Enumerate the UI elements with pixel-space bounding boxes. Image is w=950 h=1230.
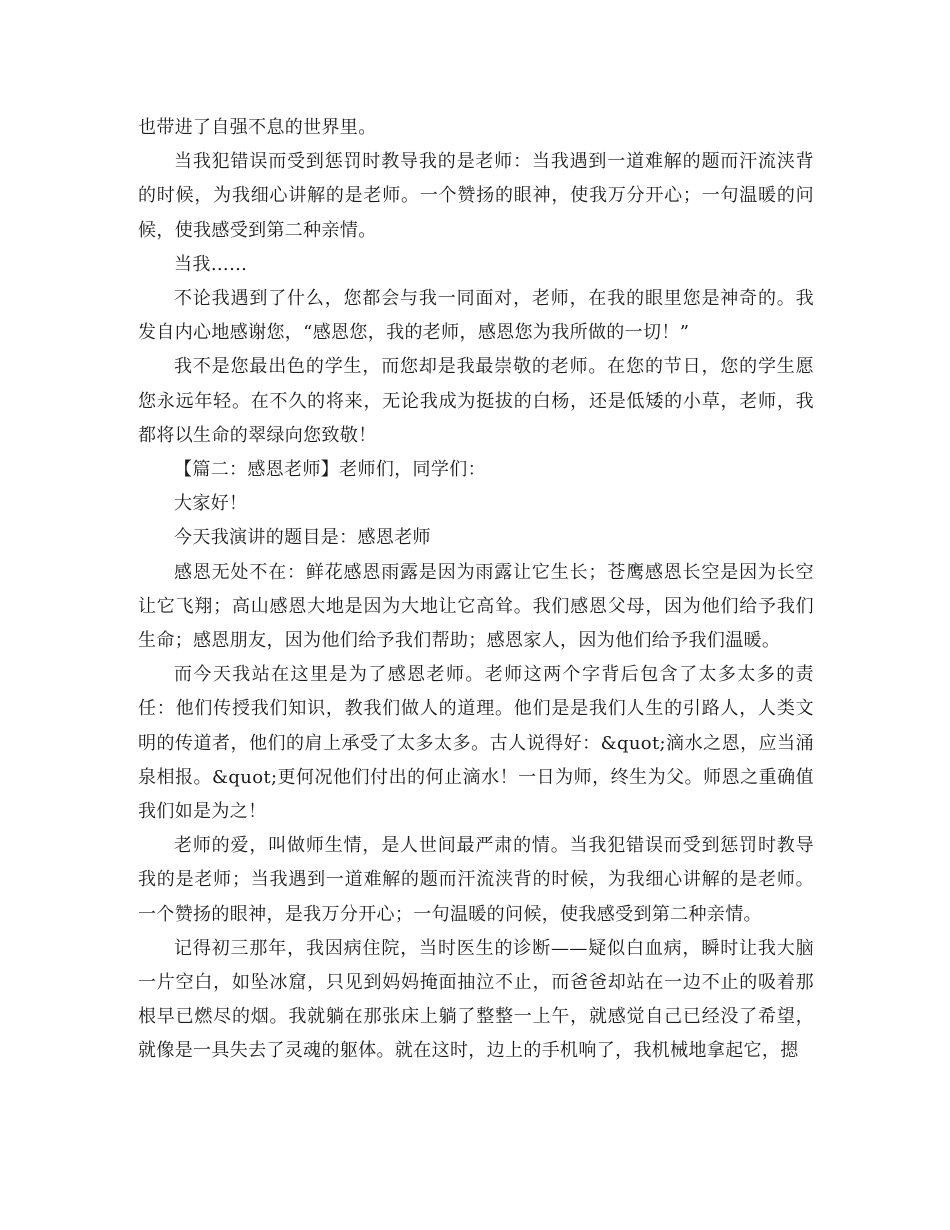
- paragraph: 老师的爱，叫做师生情，是人世间最严肃的情。当我犯错误而受到惩罚时教导我的是老师；当我遇到一道难解的题而汗流浃背的时候，为我细心讲解的是老师。一个赞扬的眼神，是我万分开心；一句温暖的问候，使我感受到第二种亲情。: [138, 835, 814, 925]
- paragraph: 我不是您最出色的学生，而您却是我最崇敬的老师。在您的节日，您的学生愿您永远年轻。在不久的将来，无论我成为挺拔的白杨，还是低矮的小草，老师，我都将以生命的翠绿向您致敬！: [138, 356, 814, 446]
- paragraph: 今天我演讲的题目是：感恩老师: [174, 527, 431, 549]
- section-heading: 【篇二：感恩老师】老师们，同学们：: [174, 459, 486, 481]
- paragraph: 当我犯错误而受到惩罚时教导我的是老师：当我遇到一道难解的题而汗流浃背的时候，为我细心讲解的是老师。一个赞扬的眼神，使我万分开心；一句温暖的问候，使我感受到第二种亲情。: [138, 151, 814, 241]
- paragraph: 记得初三那年，我因病住院，当时医生的诊断——疑似白血病，瞬时让我大脑一片空白，如坠冰窟，只见到妈妈掩面抽泣不止，而爸爸却站在一边不止的吸着那根早已燃尽的烟。我就躺在那张床上躺了整整一上午，就感觉自己已经没了希望，就像是一具失去了灵魂的躯体。就在这时，边上的手机响了，我机械地拿起它，摁: [138, 937, 814, 1062]
- paragraph: 大家好！: [174, 493, 248, 515]
- paragraph: 感恩无处不在：鲜花感恩雨露是因为雨露让它生长；苍鹰感恩长空是因为长空让它飞翔；高山感恩大地是因为大地让它高耸。我们感恩父母，因为他们给予我们生命；感恩朋友，因为他们给予我们帮助；感恩家人，因为他们给予我们温暖。: [138, 561, 814, 652]
- paragraph-continuation: 也带进了自强不息的世界里。: [138, 117, 377, 138]
- paragraph: 不论我遇到了什么，您都会与我一同面对，老师，在我的眼里您是神奇的。我发自内心地感谢您，“感恩您，我的老师，感恩您为我所做的一切！”: [138, 288, 814, 344]
- document-body: [138, 111, 814, 1069]
- paragraph: 当我……: [174, 253, 248, 275]
- paragraph: 而今天我站在这里是为了感恩老师。老师这两个字背后包含了太多太多的责任：他们传授我们知识，教我们做人的道理。他们是是我们人生的引路人，人类文明的传道者，他们的肩上承受了太多太多。古人说得好：&quot;滴水之恩，应当涌泉相报。&quot;更何况他们付出的何止滴水！一日为师，终生为父。师恩之重确值我们如是为之！: [138, 664, 814, 823]
